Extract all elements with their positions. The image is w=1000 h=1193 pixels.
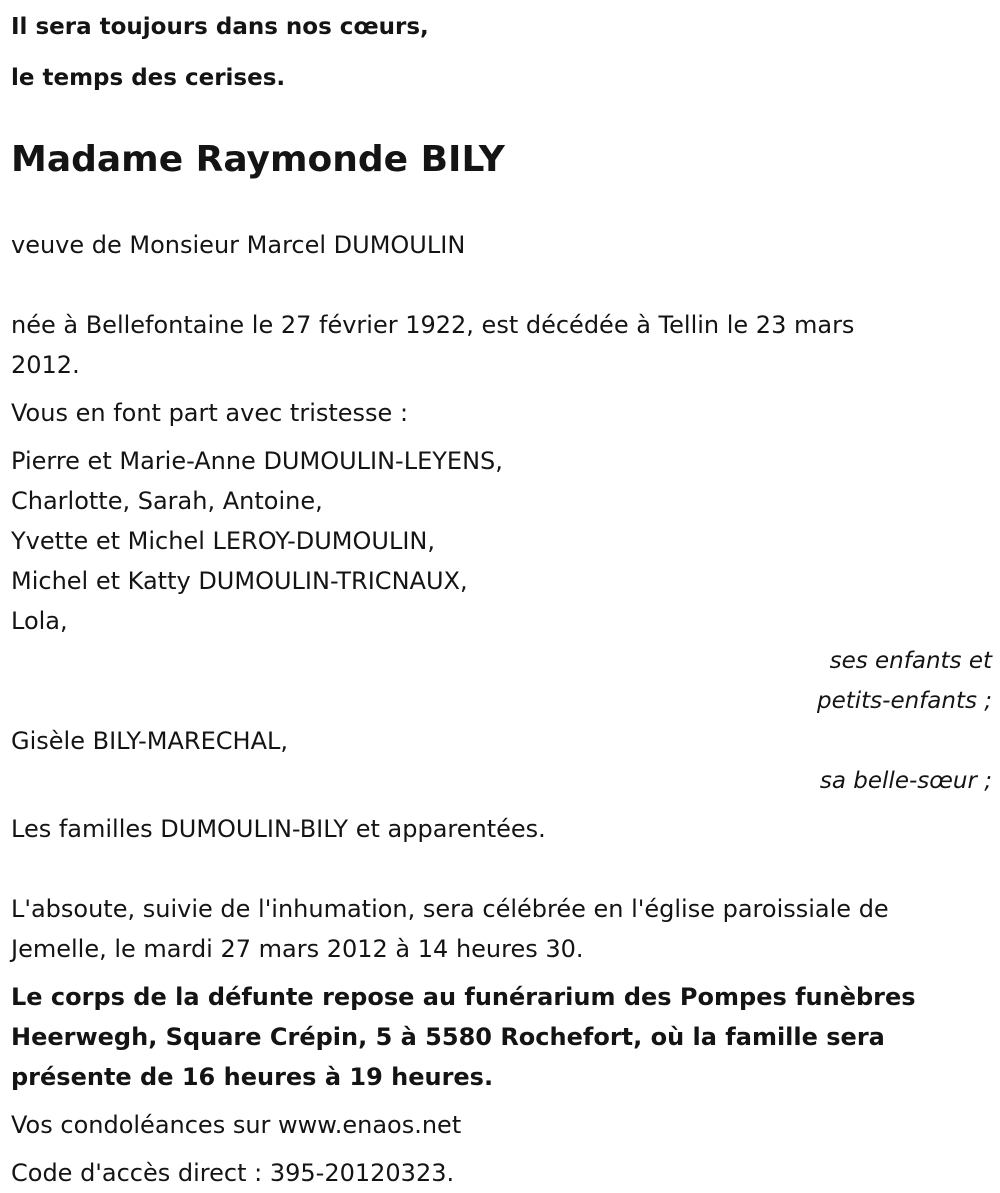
list-item: Pierre et Marie-Anne DUMOULIN-LEYENS, bbox=[11, 447, 503, 475]
epigraph-line-1: Il sera toujours dans nos cœurs, bbox=[11, 14, 429, 40]
list-item: Yvette et Michel LEROY-DUMOULIN, bbox=[11, 527, 435, 555]
list-item: Michel et Katty DUMOULIN-TRICNAUX, bbox=[11, 567, 468, 595]
access-code: Code d'accès direct : 395-20120323. bbox=[11, 1159, 455, 1187]
children-role-line-1: ses enfants et bbox=[829, 648, 992, 674]
epigraph bbox=[11, 3, 992, 102]
obituary-notice bbox=[11, 0, 992, 1193]
funeral-home-line-1: Le corps de la défunte repose au funérarium des Pompes funèbres bbox=[11, 983, 916, 1011]
families-line: Les familles DUMOULIN-BILY et apparentées. bbox=[11, 815, 546, 843]
ceremony bbox=[11, 889, 992, 969]
announcers-intro: Vous en font part avec tristesse : bbox=[11, 399, 409, 427]
spouse-line: veuve de Monsieur Marcel DUMOULIN bbox=[11, 231, 466, 259]
sister-in-law: Gisèle BILY-MARECHAL, bbox=[11, 727, 288, 755]
children-role bbox=[11, 641, 992, 721]
ceremony-line-2: Jemelle, le mardi 27 mars 2012 à 14 heures 30. bbox=[11, 935, 584, 963]
list-item: Charlotte, Sarah, Antoine, bbox=[11, 487, 323, 515]
list-item: Lola, bbox=[11, 607, 68, 635]
funeral-home bbox=[11, 977, 992, 1097]
condolences-line: Vos condoléances sur www.enaos.net bbox=[11, 1111, 462, 1139]
birth-death-line-2: 2012. bbox=[11, 351, 80, 379]
birth-death bbox=[11, 305, 992, 385]
funeral-home-line-2: Heerwegh, Square Crépin, 5 à 5580 Rochefort, où la famille sera bbox=[11, 1023, 885, 1051]
epigraph-line-2: le temps des cerises. bbox=[11, 65, 286, 91]
children-role-line-2: petits-enfants ; bbox=[816, 688, 992, 714]
birth-death-line-1: née à Bellefontaine le 27 février 1922, est décédée à Tellin le 23 mars bbox=[11, 311, 855, 339]
funeral-home-line-3: présente de 16 heures à 19 heures. bbox=[11, 1063, 494, 1091]
children-list bbox=[11, 441, 992, 641]
ceremony-line-1: L'absoute, suivie de l'inhumation, sera célébrée en l'église paroissiale de bbox=[11, 895, 889, 923]
sister-in-law-role: sa belle-sœur ; bbox=[819, 768, 992, 794]
deceased-name: Madame Raymonde BILY bbox=[11, 139, 505, 180]
